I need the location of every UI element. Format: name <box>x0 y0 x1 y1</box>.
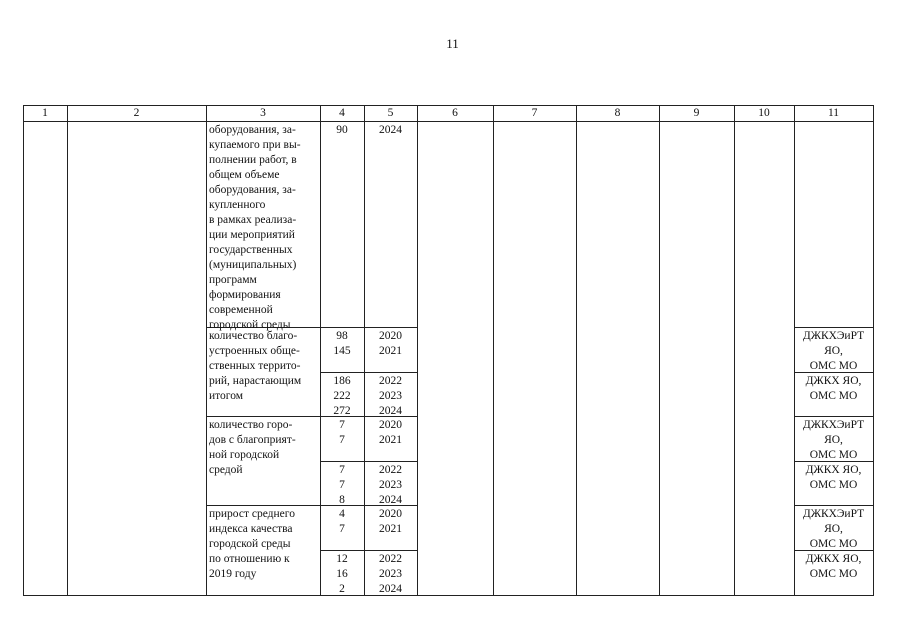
indicator-value: 90 <box>336 124 348 136</box>
indicator-name: количество благо- устроенных обще- ственных террито- рий, нарастающим итогом <box>209 330 302 402</box>
table-bottom-border <box>23 595 874 596</box>
row-separator <box>794 505 874 506</box>
indicator-name: оборудования, за- купаемого при вы- полнении работ, в общем объеме оборудования, за- купленного в рамках реализа- ции мероприятий государственных (муниципальных) программ формирования современной городской среды <box>209 124 301 331</box>
page-number: 11 <box>446 36 459 51</box>
executor: ДЖКХЭиРТ ЯО, ОМС МО <box>802 419 865 461</box>
indicator-year: 2022 2023 2024 <box>379 553 402 595</box>
header-bottom-border <box>23 121 874 122</box>
year-group-separator <box>320 550 417 551</box>
column-header-5: 5 <box>387 107 394 119</box>
executor: ДЖКХ ЯО, ОМС МО <box>805 464 862 491</box>
executor: ДЖКХ ЯО, ОМС МО <box>805 375 862 402</box>
indicator-value: 4 7 <box>339 508 345 535</box>
column-border <box>67 105 68 596</box>
column-border <box>493 105 494 596</box>
indicator-year: 2024 <box>379 124 402 136</box>
column-border <box>417 105 418 596</box>
indicator-year: 2020 2021 <box>379 330 402 357</box>
indicator-value: 7 7 <box>339 419 345 446</box>
column-header-9: 9 <box>693 107 700 119</box>
year-group-separator <box>320 372 417 373</box>
column-border <box>873 105 874 596</box>
column-border <box>576 105 577 596</box>
column-header-7: 7 <box>531 107 538 119</box>
executor: ДЖКХЭиРТ ЯО, ОМС МО <box>802 508 865 550</box>
column-border <box>734 105 735 596</box>
year-group-separator <box>320 461 417 462</box>
column-header-2: 2 <box>133 107 140 119</box>
row-separator <box>794 327 874 328</box>
indicator-year: 2020 2021 <box>379 419 402 446</box>
column-header-10: 10 <box>758 107 770 119</box>
indicator-year: 2022 2023 2024 <box>379 464 402 506</box>
column-border <box>206 105 207 596</box>
column-border <box>23 105 24 596</box>
executor: ДЖКХЭиРТ ЯО, ОМС МО <box>802 330 865 372</box>
column-header-11: 11 <box>827 107 840 119</box>
column-header-8: 8 <box>614 107 621 119</box>
column-header-6: 6 <box>452 107 458 119</box>
indicator-name: прирост среднего индекса качества городской среды по отношению к 2019 году <box>209 508 295 580</box>
indicator-value: 12 16 2 <box>336 553 348 595</box>
indicator-year: 2020 2021 <box>379 508 402 535</box>
indicator-year: 2022 2023 2024 <box>379 375 402 417</box>
executor: ДЖКХ ЯО, ОМС МО <box>805 553 862 580</box>
row-separator <box>794 416 874 417</box>
indicator-value: 186 222 272 <box>333 375 351 417</box>
column-header-4: 4 <box>339 107 345 119</box>
column-border <box>659 105 660 596</box>
indicator-value: 98 145 <box>333 330 351 357</box>
column-header-1: 1 <box>42 107 48 119</box>
indicator-name: количество горо- дов с благоприят- ной городской средой <box>209 419 296 476</box>
column-header-3: 3 <box>260 107 266 119</box>
indicator-value: 7 7 8 <box>339 464 345 506</box>
